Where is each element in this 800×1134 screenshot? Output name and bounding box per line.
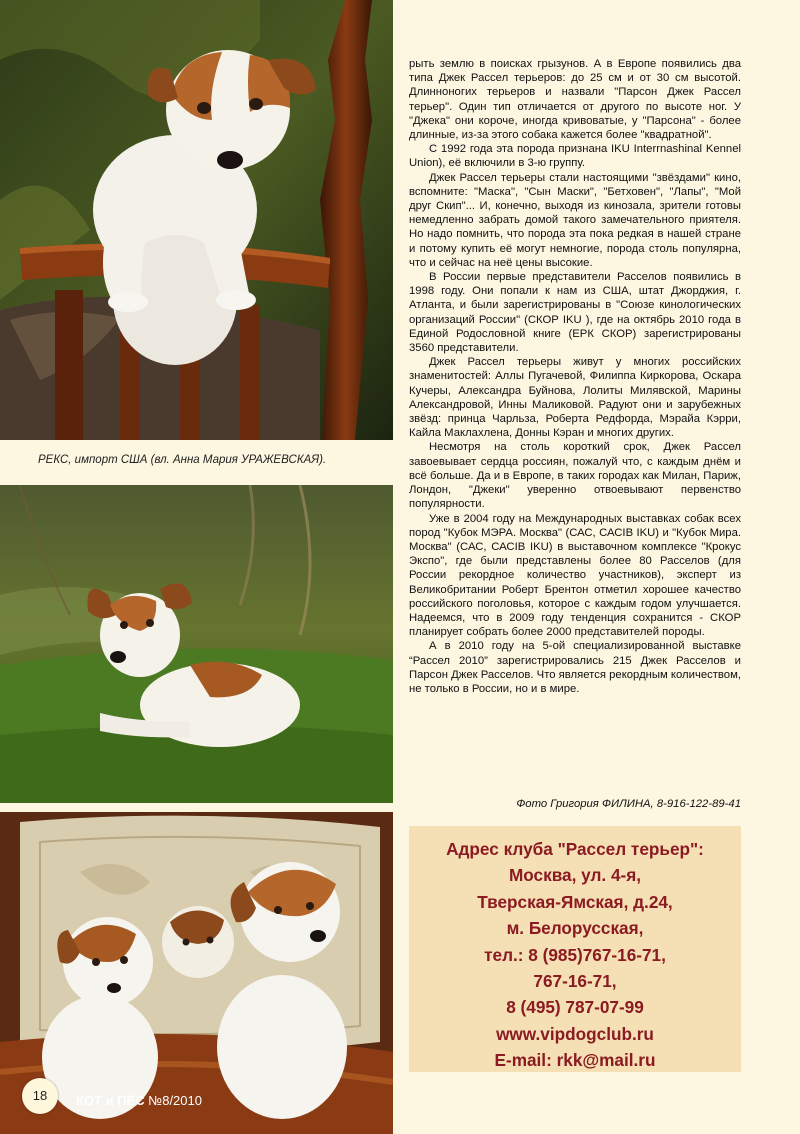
article-paragraph: рыть землю в поисках грызунов. А в Европе появились два типа Джек Рассел терьеров: до 25 см и от 30 см высотой. Длинноногих терьеров и назвали "Парсон Джек Рассел терьер". Один тип отличается от другого по высоте ног. У "Джека" они короче, иногда кривоватые, у "Парсона" - более длинные, из-за этого собака кажется более "квадратной".	[409, 58, 741, 142]
article-paragraph: Несмотря на столь короткий срок, Джек Рассел завоевывает сердца россиян, пожалуй что, с каждым днём и всё больше. Да и в Европе, в таких городах как Милан, Париж, Лондон, "Джеки" уверенно отвоевывают первенство популярности.	[409, 441, 741, 511]
email-link[interactable]: E-mail: rkk@mail.ru	[494, 1050, 656, 1071]
magazine-issue: №8/2010	[148, 1093, 202, 1108]
address-line: Москва, ул. 4-я,	[508, 865, 642, 886]
phone-line: 767-16-71,	[533, 971, 617, 992]
article-body	[409, 57, 741, 696]
article-paragraph: Уже в 2004 году на Международных выставках собак всех пород "Кубок МЭРА. Москва" (САС, САСIB IKU) и "Кубок Мира. Москва" (САС, САСIB IKU) в выставочном комплексе "Крокус Экспо", где были представлены более 80 Расселов (для России рекордное количество участников), эксперт из Великобритании Роберт Брентон отметил хорошее качество российского поголовья, которое с каждым годом улучшается. Надеемся, что в 2009 году тенденция сохранится - СКОР планирует собрать более 2000 представителей породы.	[409, 512, 741, 639]
page-number: 18	[22, 1078, 58, 1114]
article-paragraph: А в 2010 году на 5-ой специализированной выставке “Рассел 2010” зарегистрировались 215 Джек Расселов и Парсон Джек Расселов. Что является рекордным количеством, не только в России, но и в мире.	[409, 640, 741, 695]
phone-line: тел.: 8 (985)767-16-71,	[484, 944, 666, 965]
address-line: Тверская-Ямская, д.24,	[477, 891, 673, 912]
club-address-box	[409, 826, 741, 1072]
article-paragraph: Джек Рассел терьеры живут у многих российских знаменитостей: Аллы Пугачевой, Филиппа Киркорова, Оскара Кучеры, Александра Буйнова, Лолиты Милявской, Марины Александровой, Инны Маликовой. Радуют они и зарубежных звёзд: принца Чарльза, Роберта Редфорда, Мэрайа Кэрри, Кайла Маклахлена, Донны Кэран и многих других.	[409, 356, 741, 440]
photo-credit: Фото Григория ФИЛИНА, 8-916-122-89-41	[516, 798, 741, 810]
dog-on-grass-photo	[0, 485, 393, 803]
article-paragraph: С 1992 года эта порода признана IKU Interrnashinal Kennel Union), её включили в 3-ю группу.	[409, 143, 741, 170]
article-paragraph: В России первые представители Расселов появились в 1998 году. Они попали к нам из США, штат Джорджия, г. Атланта, и были зарегистрированы в "Союзе кинологических организаций России" (СКОР IKU ), где на октябрь 2010 года в Единой Родословной книге (ЕРК СКОР) зарегистрированы 3560 представители.	[409, 271, 741, 355]
address-line: м. Белорусская,	[506, 918, 644, 939]
article-paragraph: Джек Рассел терьеры стали настоящими "звёздами" кино, вспомните: "Маска", "Сын Маски", "Бетховен", "Лапы", "Мой друг Скип"... И, конечно, выходя из кинозала, зрители готовы немедленно забрать домой такого замечательного приятеля. Но надо помнить, что порода эта пока редкая в нашей стране и потому купить её могут немногие, порода столь популярна, что и сейчас на неё цены высокие.	[409, 171, 741, 269]
magazine-name	[76, 1093, 202, 1108]
puppies-on-cushion-photo	[0, 812, 393, 1134]
phone-line: 8 (495) 787-07-99	[506, 997, 644, 1018]
website-link[interactable]: www.vipdogclub.ru	[496, 1023, 654, 1044]
dog-on-chair-photo	[0, 0, 393, 440]
photo-caption: РЕКС, импорт США (вл. Анна Мария УРАЖЕВСКАЯ).	[0, 440, 393, 480]
address-heading: Адрес клуба "Рассел терьер":	[446, 839, 704, 859]
magazine-title: КОТ и ПЁС	[76, 1093, 145, 1108]
